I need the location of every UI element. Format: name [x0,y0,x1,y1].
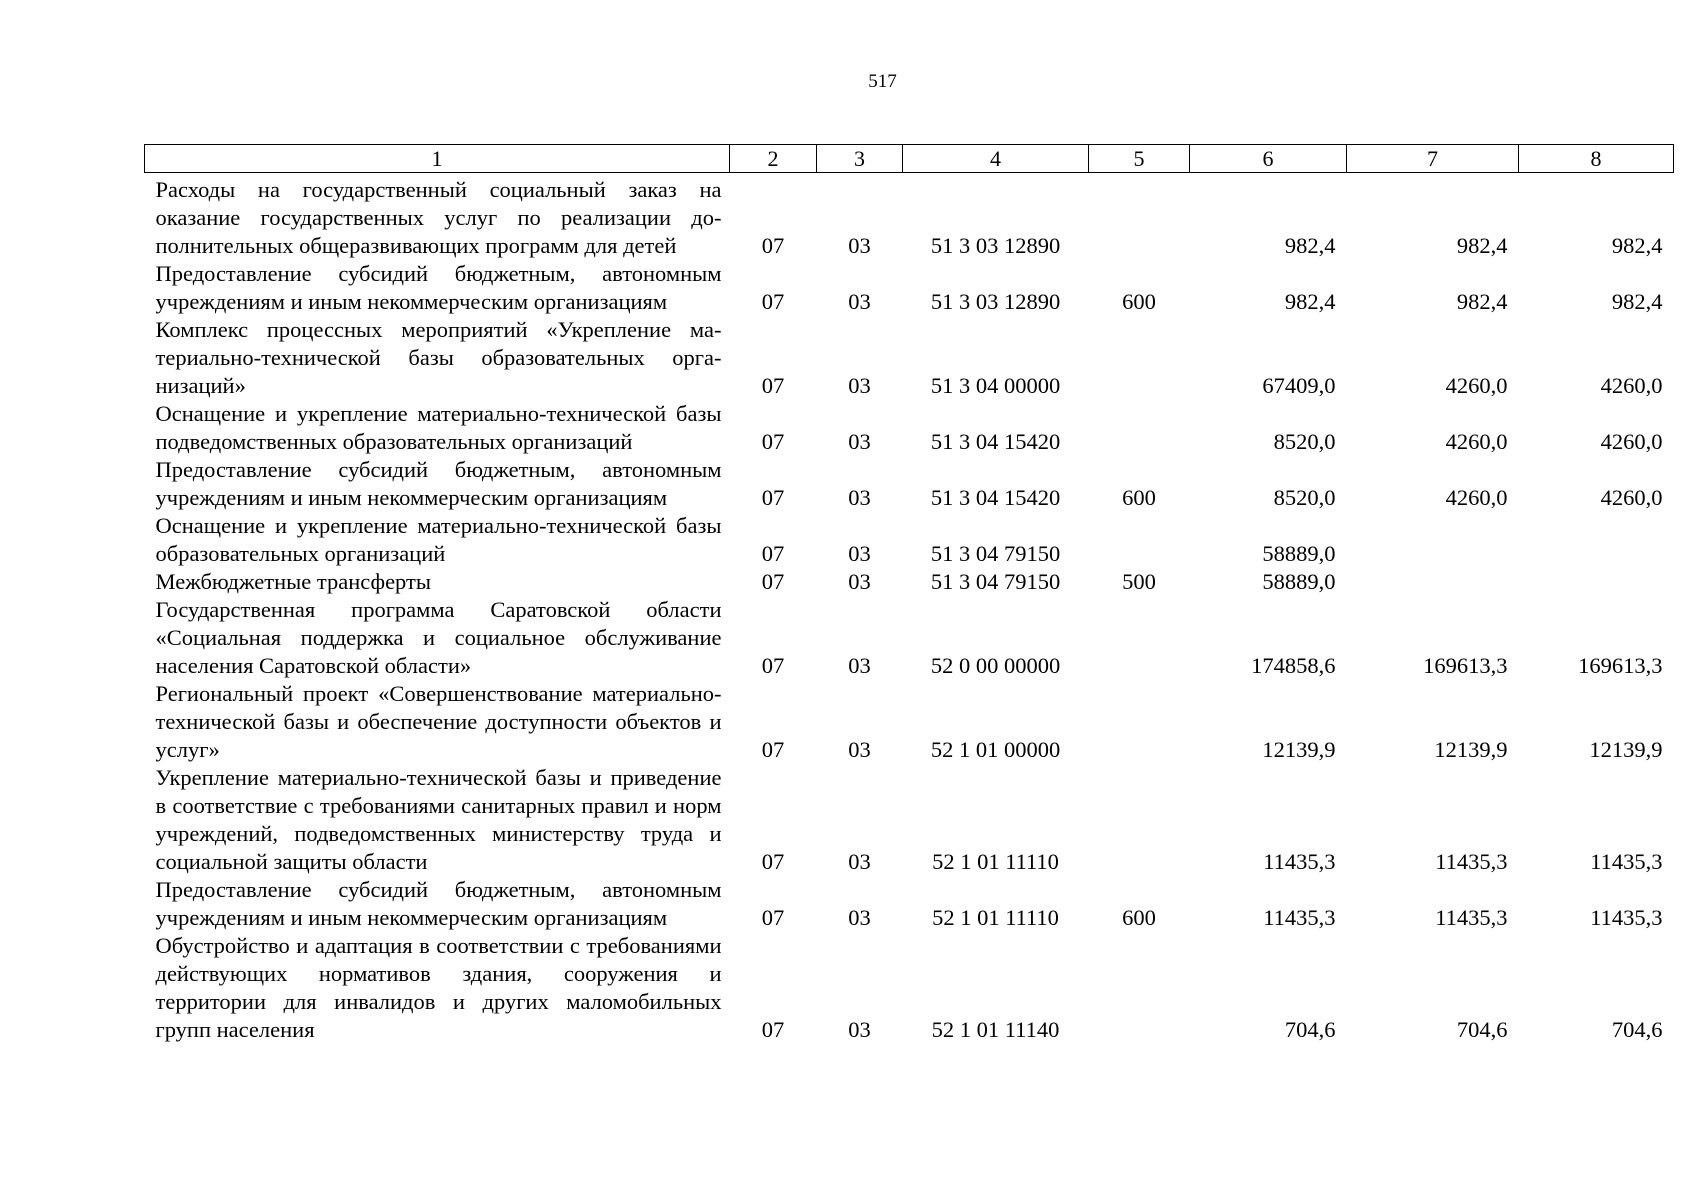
section-code: 07 [761,905,785,930]
target-article-code: 52 1 01 11110 [932,905,1059,930]
column-header: 3 [817,145,903,173]
section-code: 07 [761,737,785,762]
amount-col-8: 4260,0 [1600,429,1663,454]
amount-col-6: 174858,6 [1251,653,1336,678]
column-header: 5 [1089,145,1190,173]
table-row [145,173,1674,261]
amount-col-8: 4260,0 [1600,485,1663,510]
target-article-code: 51 3 04 15420 [930,485,1061,510]
target-article-code: 52 1 01 00000 [930,737,1061,762]
target-article-code: 51 3 03 12890 [930,289,1061,314]
amount-col-8: 982,4 [1611,233,1663,258]
expense-type-code [1089,932,1190,1044]
amount-col-7: 4260,0 [1445,485,1508,510]
section-code: 07 [761,541,785,566]
table-row [145,680,1674,764]
amount-col-8 [1519,512,1674,568]
table-body [145,173,1674,1045]
section-code: 07 [761,429,785,454]
table-row [145,512,1674,568]
section-code: 07 [761,289,785,314]
table-header-row [145,145,1674,173]
amount-col-8: 704,6 [1611,1017,1663,1042]
subsection-code: 03 [848,569,871,594]
amount-col-8: 11435,3 [1590,849,1663,874]
amount-col-7: 169613,3 [1423,653,1508,678]
target-article-code: 52 1 01 11140 [931,1017,1060,1042]
table-row [145,764,1674,876]
amount-col-8: 982,4 [1611,289,1663,314]
amount-col-6: 982,4 [1284,289,1336,314]
row-name: Оснащение и укрепление материально-технической базы подведомственных образовательных организаций [155,401,722,454]
column-header: 4 [903,145,1089,173]
expense-type-code [1089,680,1190,764]
subsection-code: 03 [848,429,871,454]
column-header: 6 [1190,145,1347,173]
column-header: 2 [730,145,817,173]
section-code: 07 [761,233,785,258]
amount-col-6: 11435,3 [1263,849,1336,874]
target-article-code: 51 3 04 15420 [930,429,1061,454]
expense-type-code: 500 [1122,569,1156,594]
expense-type-code [1089,400,1190,456]
subsection-code: 03 [848,233,871,258]
amount-col-6: 8520,0 [1273,485,1336,510]
expense-type-code [1089,173,1190,261]
table-row [145,876,1674,932]
amount-col-7: 4260,0 [1445,373,1508,398]
section-code: 07 [761,849,785,874]
row-name: Государственная программа Саратовской области «Социальная поддержка и социальное обслуживание населения Саратовской области» [155,597,722,678]
table-row [145,456,1674,512]
row-name: Обустройство и адаптация в соответствии с требованиями действующих нормативов здания, сооружения и территории для инвалидов и других маломобильных групп населения [155,933,722,1042]
target-article-code: 51 3 04 00000 [930,373,1061,398]
amount-col-8: 11435,3 [1590,905,1663,930]
row-name: Предоставление субсидий бюджетным, автономным учреждениям и иным некоммерческим организациям [155,261,722,314]
column-header: 1 [145,145,730,173]
subsection-code: 03 [848,1017,871,1042]
amount-col-6: 704,6 [1284,1017,1336,1042]
row-name: Предоставление субсидий бюджетным, автономным учреждениям и иным некоммерческим организациям [155,877,722,930]
row-name: Расходы на государственный социальный заказ на оказание государственных услуг по реализации дополнительных общеразвивающих программ для детей [155,177,722,258]
column-header: 7 [1347,145,1519,173]
amount-col-7: 11435,3 [1435,849,1508,874]
table-row [145,316,1674,400]
amount-col-6: 58889,0 [1262,569,1336,594]
target-article-code: 52 1 01 11110 [932,849,1059,874]
table-row [145,596,1674,680]
target-article-code: 52 0 00 00000 [930,653,1061,678]
section-code: 07 [761,485,785,510]
amount-col-7: 982,4 [1456,289,1508,314]
row-name: Региональный проект «Совершенствование материально-технической базы и обеспечение доступности объектов и услуг» [155,681,722,762]
subsection-code: 03 [848,849,871,874]
column-header: 8 [1519,145,1674,173]
expense-type-code: 600 [1122,485,1156,510]
subsection-code: 03 [848,541,871,566]
budget-table [144,144,1674,1044]
subsection-code: 03 [848,373,871,398]
expense-type-code: 600 [1122,289,1156,314]
amount-col-8: 169613,3 [1578,653,1663,678]
row-name: Комплекс процессных мероприятий «Укрепление материально-технической базы образовательных организаций» [155,317,722,398]
amount-col-7: 12139,9 [1434,737,1508,762]
row-name: Оснащение и укрепление материально-технической базы образовательных организаций [155,513,722,566]
target-article-code: 51 3 04 79150 [930,541,1061,566]
section-code: 07 [761,569,785,594]
section-code: 07 [761,373,785,398]
expense-type-code: 600 [1122,905,1156,930]
amount-col-7 [1347,568,1519,596]
target-article-code: 51 3 03 12890 [930,233,1061,258]
amount-col-8 [1519,568,1674,596]
amount-col-7 [1347,512,1519,568]
expense-type-code [1089,764,1190,876]
row-name: Межбюджетные трансферты [155,569,431,594]
amount-col-6: 982,4 [1284,233,1336,258]
amount-col-8: 4260,0 [1600,373,1663,398]
expense-type-code [1089,512,1190,568]
table-row [145,260,1674,316]
row-name: Предоставление субсидий бюджетным, автономным учреждениям и иным некоммерческим организациям [155,457,722,510]
amount-col-6: 67409,0 [1262,373,1336,398]
subsection-code: 03 [848,905,871,930]
amount-col-6: 11435,3 [1263,905,1336,930]
amount-col-6: 12139,9 [1262,737,1336,762]
amount-col-6: 8520,0 [1273,429,1336,454]
subsection-code: 03 [848,289,871,314]
page-number: 517 [868,71,897,92]
amount-col-7: 704,6 [1456,1017,1508,1042]
target-article-code: 51 3 04 79150 [930,569,1061,594]
amount-col-7: 11435,3 [1435,905,1508,930]
table-row [145,568,1674,596]
table-row [145,932,1674,1044]
subsection-code: 03 [848,737,871,762]
amount-col-6: 58889,0 [1262,541,1336,566]
amount-col-7: 4260,0 [1445,429,1508,454]
section-code: 07 [761,653,785,678]
subsection-code: 03 [848,485,871,510]
amount-col-8: 12139,9 [1589,737,1663,762]
amount-col-7: 982,4 [1456,233,1508,258]
table-row [145,400,1674,456]
subsection-code: 03 [848,653,871,678]
expense-type-code [1089,316,1190,400]
expense-type-code [1089,596,1190,680]
row-name: Укрепление материально-технической базы и приведение в соответствие с требованиями санитарных правил и норм учреждений, подведомственных министерству труда и социальной защиты области [155,765,722,874]
section-code: 07 [761,1017,785,1042]
